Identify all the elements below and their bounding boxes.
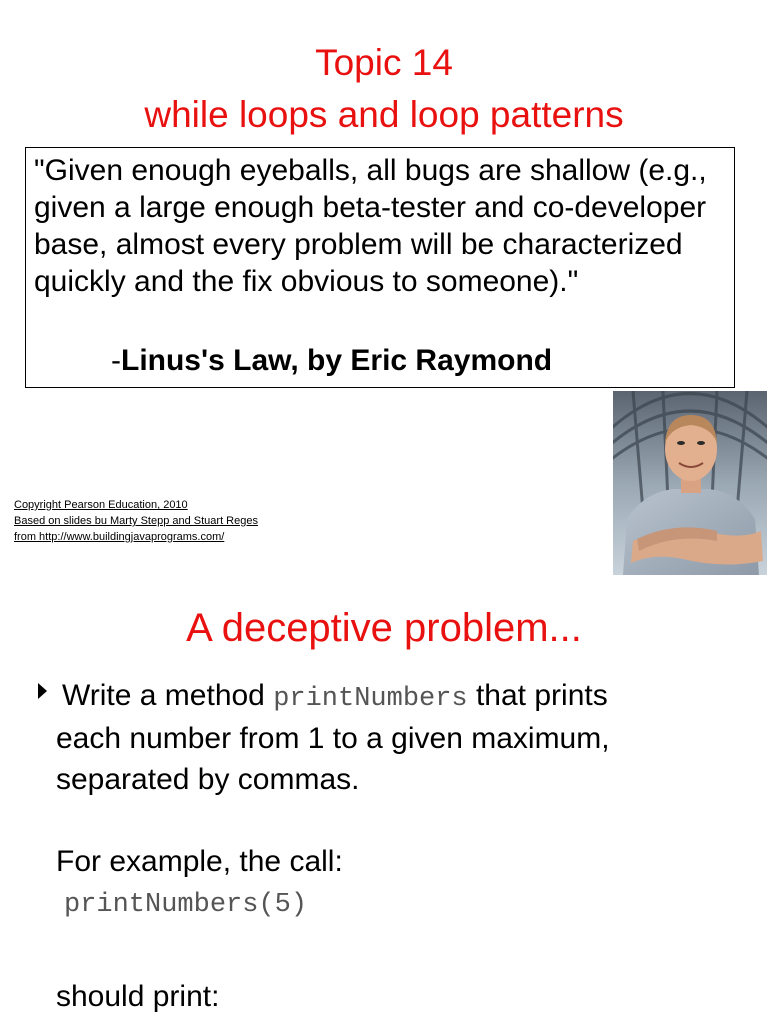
should-print-label: should print: [56, 980, 220, 1013]
bullet-suffix: that prints [467, 679, 608, 712]
attribution-text: Linus's Law, by Eric Raymond [121, 344, 553, 377]
bullet-arrow-icon [38, 683, 47, 699]
quote-text: "Given enough eyeballs, all bugs are shallow (e.g., given a large enough beta-tester and co-developer base, almost every problem will be characterized quickly and the fix obvious to someone)." [34, 154, 707, 298]
linus-photo [613, 391, 767, 575]
bullet-line-3: separated by commas. [56, 763, 360, 796]
attribution-dash: - [111, 344, 121, 377]
source-link[interactable]: from http://www.buildingjavaprograms.com/ [14, 531, 225, 543]
quote-box [25, 147, 735, 388]
credits-line: Based on slides bu Marty Stepp and Stuart Reges [14, 515, 258, 527]
bullet-line-2: each number from 1 to a given maximum, [56, 722, 610, 755]
copyright-block [14, 497, 258, 545]
example-code: printNumbers(5) [64, 890, 308, 920]
slide-title-line-1: Topic 14 [315, 42, 453, 83]
slide-2-heading: A deceptive problem... [186, 606, 582, 650]
bullet-line-1 [62, 676, 608, 719]
example-label: For example, the call: [56, 845, 343, 878]
slide-title-line-2: while loops and loop patterns [144, 94, 624, 135]
quote-attribution [111, 342, 552, 379]
copyright-line: Copyright Pearson Education, 2010 [14, 499, 188, 511]
method-name-code: printNumbers [273, 684, 468, 714]
bullet-prefix: Write a method [62, 679, 274, 712]
